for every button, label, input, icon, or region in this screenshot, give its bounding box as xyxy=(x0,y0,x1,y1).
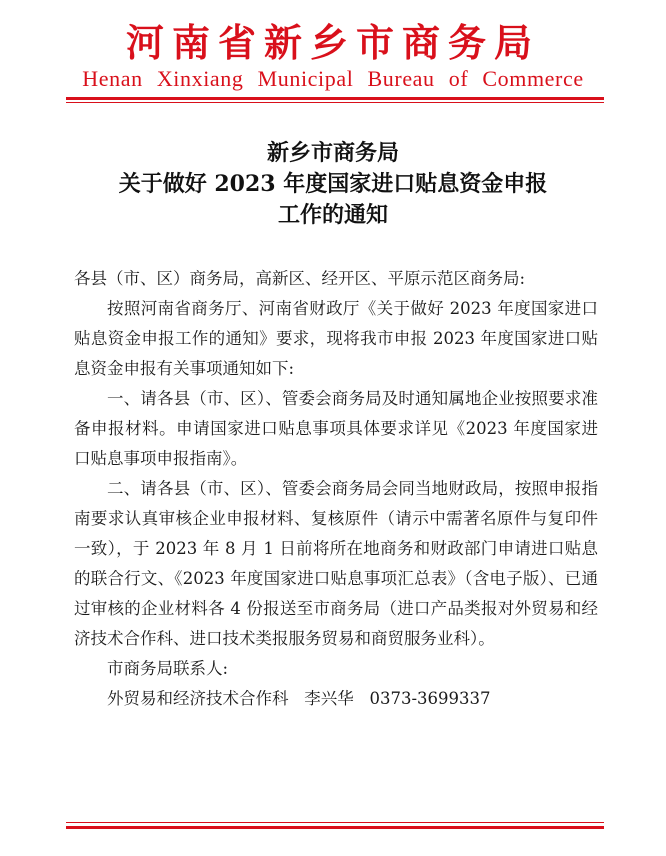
org-name-english: Henan Xinxiang Municipal Bureau of Commerce xyxy=(82,66,584,91)
paragraph-item-2: 二、请各县（市、区）、管委会商务局会同当地财政局，按照申报指南要求认真审核企业申报材料、复核原件（请示中需著名原件与复印件一致），于 2023 年 8 月 1 日前将所在地商务和财政部门申请进口贴息的联合行文、《2023 年度国家进口贴息事项汇总表》（含电子版）、已通过审核的企业材料各 4 份报送至市商务局（进口产品类报对外贸易和经济技术合作科、进口技术类报服务贸易和商贸服务业科）。 xyxy=(74,479,598,648)
salutation: 各县（市、区）商务局，高新区、经开区、平原示范区商务局: xyxy=(74,269,526,288)
header-rule-thick xyxy=(66,97,604,100)
footer-rule-thin xyxy=(66,822,604,823)
paragraph-intro: 按照河南省商务厅、河南省财政厅《关于做好 2023 年度国家进口贴息资金申报工作的通知》要求，现将我市申报 2023 年度国家进口贴息资金申报有关事项通知如下: xyxy=(74,299,598,378)
doc-title-line-2: 关于做好 2023 年度国家进口贴息资金申报 xyxy=(118,171,548,197)
contact-detail: 外贸易和经济技术合作科 李兴华 0373-3699337 xyxy=(107,689,491,708)
doc-title-line-3: 工作的通知 xyxy=(277,202,388,228)
contact-label: 市商务局联系人: xyxy=(107,659,229,678)
doc-title-line-1: 新乡市商务局 xyxy=(266,140,399,166)
notice-body xyxy=(74,264,598,714)
org-name-chinese: 河南省新乡市商务局 xyxy=(125,21,540,65)
header-rule-thin xyxy=(66,102,604,103)
footer-rule-thick xyxy=(66,826,604,829)
paragraph-item-1: 一、请各县（市、区）、管委会商务局及时通知属地企业按照要求准备申报材料。申请国家进口贴息事项具体要求详见《2023 年度国家进口贴息事项申报指南》。 xyxy=(74,389,598,468)
